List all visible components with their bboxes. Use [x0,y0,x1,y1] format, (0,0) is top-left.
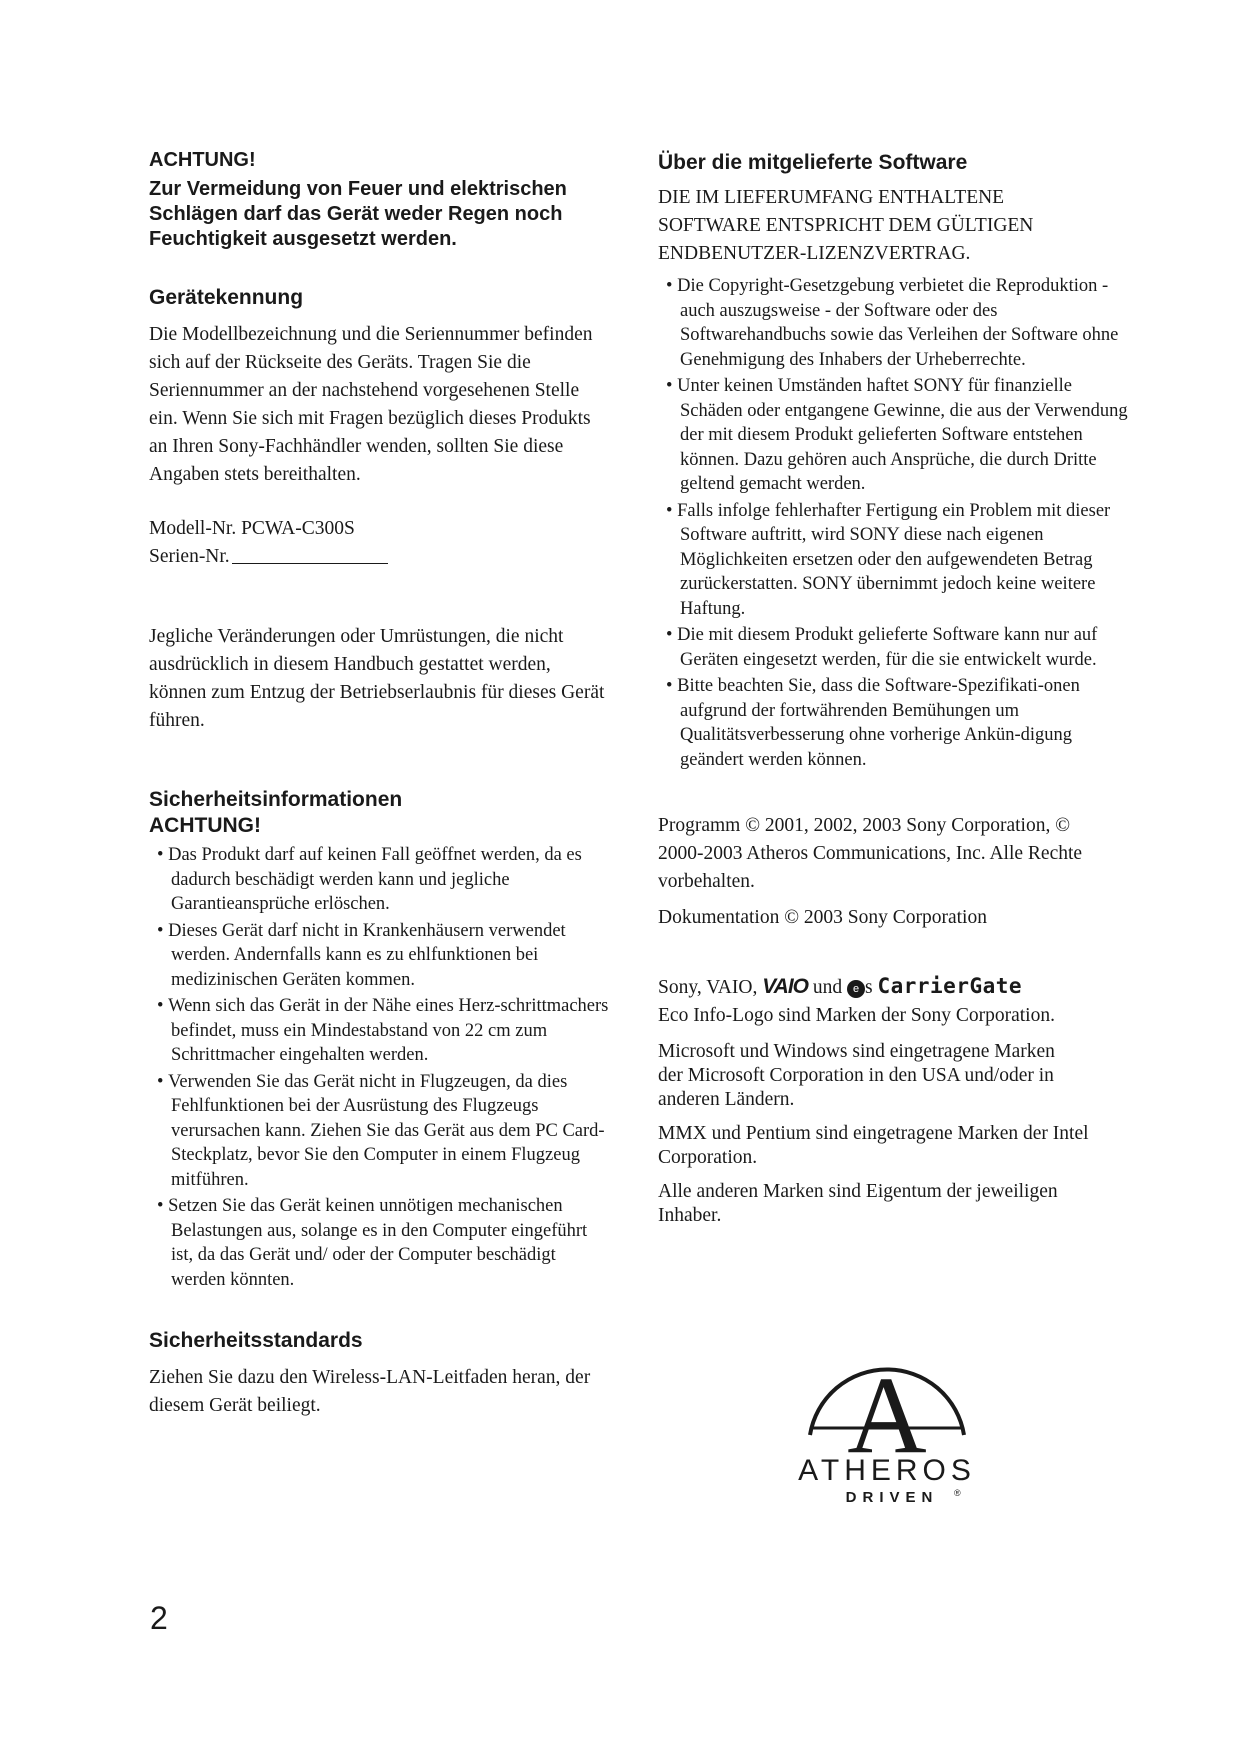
software-license-text: DIE IM LIEFERUMFANG ENTHALTENE SOFTWARE ENTSPRICHT DEM GÜLTIGEN ENDBENUTZER-LIZENZVERTRAG. [658,187,1034,264]
trademark-das: s [865,977,873,998]
trademark-sony-prefix: Sony, VAIO, [658,977,758,998]
trademark-others: Alle anderen Marken sind Eigentum der jeweiligen Inhaber. [658,1181,1058,1226]
warning-title: ACHTUNG! [149,149,256,171]
trademark-microsoft: Microsoft und Windows sind eingetragene Marken der Microsoft Corporation in den USA und/oder in anderen Ländern. [658,1041,1055,1110]
copyright-program: Programm © 2001, 2002, 2003 Sony Corporation, © 2000-2003 Atheros Communications, Inc. Alle Rechte vorbehalten. [658,815,1083,892]
safety-subheading: ACHTUNG! [149,814,261,837]
standards-text: Ziehen Sie dazu den Wireless-LAN-Leitfaden heran, der diesem Gerät beiliegt. [149,1367,591,1416]
warning-text: Zur Vermeidung von Feuer und elektrischen Schlägen darf das Gerät weder Regen noch Feuchtigkeit ausgesetzt werden. [149,178,567,250]
list-item: • Wenn sich das Gerät in der Nähe eines Herz-schrittmachers befindet, muss ein Mindestabstand von 22 cm zum Schrittmacher eingehalten werden. [149,994,609,1068]
standards-heading: Sicherheitsstandards [149,1329,363,1352]
atheros-driven-logo [792,1340,982,1510]
right-column [658,150,1128,1228]
software-list [658,274,1128,772]
left-column [149,148,609,1420]
list-item: • Das Produkt darf auf keinen Fall geöffnet werden, da es dadurch beschädigt werden kann und jegliche Garantieansprüche erlöschen. [149,843,609,917]
serial-number-blank [232,543,388,564]
vaio-logo: VAIO [762,975,808,998]
serial-number-label: Serien-Nr. [149,546,230,567]
software-heading: Über die mitgelieferte Software [658,151,968,174]
list-item: • Unter keinen Umständen haftet SONY für finanzielle Schäden oder entgangene Gewinne, die aus der Verwendung der mit diesem Produkt gelieferten Software entstehen können. Dazu gehören auch Ansprüche, die durch Dritte geltend gemacht werden. [658,374,1128,497]
modifications-text: Jegliche Veränderungen oder Umrüstungen, die nicht ausdrücklich in diesem Handbuch gestattet werden, können zum Entzug der Betriebserlaubnis für dieses Gerät führen. [149,626,605,731]
serial-number-row [149,543,609,571]
list-item: • Die mit diesem Produkt gelieferte Software kann nur auf Geräten eingesetzt werden, für die sie entwickelt wurde. [658,623,1128,672]
atheros-mark: A [847,1354,927,1476]
model-number: Modell-Nr. PCWA-C300S [149,518,355,539]
list-item: • Falls infolge fehlerhafter Fertigung ein Problem mit dieser Software auftritt, wird SONY diese nach eigenen Möglichkeiten ersetzen oder den aufgewendeten Betrag zurückerstatten. SONY übernimmt jedoch keine weitere Haftung. [658,499,1128,622]
atheros-name: ATHEROS [798,1454,976,1487]
atheros-registered-mark: ® [954,1488,961,1498]
device-id-heading: Gerätekennung [149,286,304,309]
trademark-sony-suffix: Eco Info-Logo sind Marken der Sony Corporation. [658,1005,1055,1026]
trademark-and: und [812,977,843,998]
device-id-text: Die Modellbezeichnung und die Seriennummer befinden sich auf der Rückseite des Geräts. Tragen Sie die Seriennummer an der nachstehend vorgesehenen Stelle ein. Wenn Sie sich mit Fragen bezüglich dieses Produkts an Ihren Sony-Fachhändler wenden, sollten Sie diese Angaben stets bereithalten. [149,324,593,485]
page-number: 2 [150,1600,168,1636]
list-item: • Verwenden Sie das Gerät nicht in Flugzeugen, da dies Fehlfunktionen bei der Ausrüstung des Flugzeugs verursachen kann. Ziehen Sie das Gerät aus dem PC Card-Steckplatz, bevor Sie den Computer in einem Flugzeug mitführen. [149,1070,609,1193]
list-item: • Die Copyright-Gesetzgebung verbietet die Reproduktion - auch auszugsweise - der Software oder des Softwarehandbuchs sowie das Verleihen der Software ohne Genehmigung des Inhabers der Urheberrechte. [658,274,1128,372]
list-item: • Bitte beachten Sie, dass die Software-Spezifikati-onen aufgrund der fortwährenden Bemühungen um Qualitätsverbesserung ohne vorherige Ankün-digung geändert werden können. [658,674,1128,772]
safety-heading: Sicherheitsinformationen [149,788,403,811]
list-item: • Dieses Gerät darf nicht in Krankenhäusern verwendet werden. Andernfalls kann es zu ehlfunktionen bei medizinischen Geräten kommen. [149,919,609,993]
carriergate-logo: CarrierGate [877,974,1023,998]
list-item: • Setzen Sie das Gerät keinen unnötigen mechanischen Belastungen aus, solange es in den Computer eingeführt ist, da das Gerät und/ oder der Computer beschädigt werden könnten. [149,1194,609,1292]
atheros-tagline: DRIVEN [845,1489,939,1506]
eco-info-logo: e [847,980,865,998]
safety-list [149,843,609,1292]
trademark-intel: MMX und Pentium sind eingetragene Marken der Intel Corporation. [658,1123,1089,1168]
copyright-docs: Dokumentation © 2003 Sony Corporation [658,907,987,928]
trademark-sony [658,972,1133,1030]
